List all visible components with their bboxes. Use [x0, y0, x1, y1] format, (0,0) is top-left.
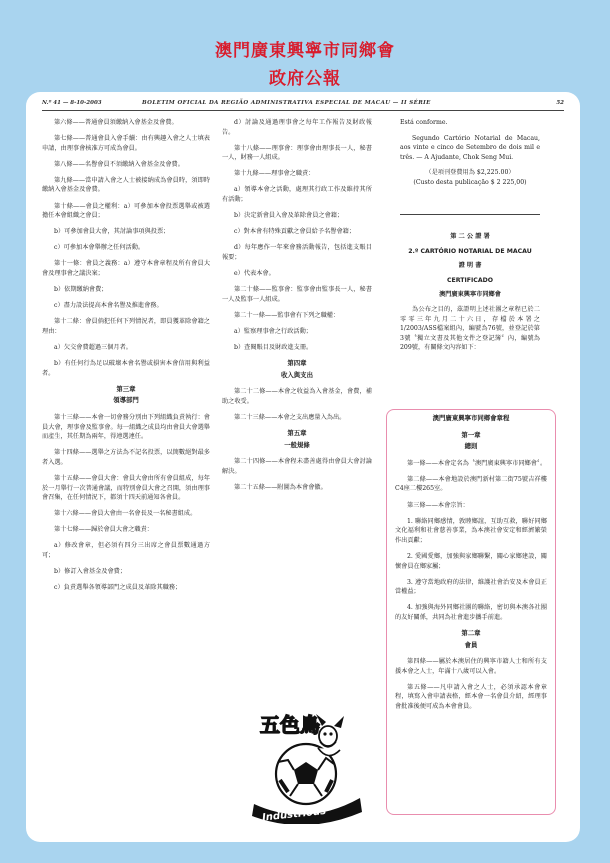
paragraph: b）依期繳納會費；: [54, 286, 108, 294]
paragraph: 第十二條：會員倘犯任何下列情況者，即員獲革除會籍之理由：: [42, 318, 210, 335]
paragraph: 4. 加強與海外同鄉社團的聯絡，密切與本澳各社團的友好關係，共同為社會進步攜手前進。: [395, 604, 547, 621]
certificate-pt: CERTIFICADO: [446, 276, 494, 284]
paragraph: 第十六條——會員大會由一名會長及一名秘書組成。: [54, 510, 197, 518]
office-pt: 2.º CARTÓRIO NOTARIAL DE MACAU: [408, 247, 532, 255]
certificate-cn: 證 明 書: [458, 262, 482, 270]
paragraph: 第二十五條——附圖為本會會徽。: [234, 483, 327, 491]
conformity-note: [400, 118, 540, 188]
section-heading: 一般規條: [284, 440, 310, 449]
paragraph: 第十條——會員之權利：a）可參加本會投票選舉或被選擔任本會組織之會員；: [42, 202, 210, 220]
section-heading: 第四章: [287, 359, 307, 368]
publication-name: BOLETIM OFICIAL DA REGIÃO ADMINISTRATIVA ESPECIAL DE MACAU — II SÉRIE: [142, 100, 431, 106]
paragraph: 第二十條——監事會：監事會由監事長一人，秘書一人及監事一人組成。: [222, 286, 372, 303]
paragraph: c）盡力設法提高本會名譽及推進會務。: [54, 302, 163, 310]
paragraph: 第十五條——會員大會：會員大會由所有會員組成，每年於一月舉行一次普通會議，而特別會員大會之召開，須由理事會召集，在任何情況下，都須十四天前通知各會員。: [42, 474, 210, 502]
paragraph: a）領導本會之活動，處理其行政工作及維持其所有活動；: [222, 186, 372, 204]
paragraph: 2. 愛國愛鄉，加強與家鄉聯繫，關心家鄉建設，關懷會員在鄉家屬；: [395, 552, 547, 570]
paragraph: b）可參加會員大會，其討論事項與投票；: [54, 228, 170, 236]
paragraph: c）可參加本會舉辦之任何活動。: [54, 244, 145, 252]
paragraph: b）決定新會員入會及革除會員之會籍；: [234, 212, 344, 220]
section-heading: 第三章: [116, 384, 136, 393]
paragraph: 第二十三條——本會之支出應量入為出。: [234, 413, 346, 421]
paragraph: 第十九條——理事會之職責：: [234, 170, 315, 178]
paragraph: a）修改會章，但必須有四分三出席之會員票數通過方可；: [42, 542, 210, 559]
issue-number: N.º 41 — 8-10-2003: [42, 100, 102, 106]
paragraph: c）負責選舉各領導部門之成員及革除其職務；: [54, 584, 182, 592]
paragraph: b）查閱賬目及財政進支冊。: [234, 344, 313, 351]
paragraph: 第六條——普通會員須繳納入會基金及會費。: [54, 119, 178, 126]
paragraph: c）對本會有特殊貢獻之會員給予名譽會籍；: [234, 228, 356, 236]
paragraph: 第七條——普通會員入會手續：由有興趣入會之人士填表申請，由理事會核准方可成為會員。: [42, 135, 210, 152]
paragraph: 第十八條——理事會：理事會由理事長一人，秘書一人，財務一人組成。: [222, 144, 372, 162]
emblem-title: 五色鳥: [260, 713, 320, 737]
fee-pt: (Custo desta publicação $ 2 225,00): [413, 178, 527, 186]
section-heading: 第一章: [461, 430, 481, 439]
section-heading: 總則: [464, 442, 478, 451]
section-heading: 澳門廣東興寧市同鄉會章程: [432, 414, 510, 422]
paragraph: d）每年應作一年來會務活動報告，包括進支賬目報要；: [222, 244, 372, 261]
paragraph: 第十三條——本會一切會務分別由下列組織負責執行：會員大會，理事會及監事會。每一組織之成員均由會員大會選舉而產生，其任期為兩年，得連選連任。: [42, 413, 210, 441]
section-heading: 收入與支出: [281, 370, 313, 379]
page-header-subtitle: 政府公報: [269, 69, 341, 89]
certificate-section: [400, 232, 540, 359]
paragraph: b）修訂入會基金及會費；: [54, 568, 127, 576]
running-head: [42, 98, 564, 111]
paragraph: 1. 聯絡同鄉感情，敦睦鄉誼，互助互救，聯好同鄉文化福利和社會慈善事業，為本澳社會安定和經濟繁榮作出貢獻；: [395, 517, 547, 544]
paragraph: a）欠交會費超過三個月者。: [54, 344, 132, 351]
certificate-text: 為公布之目的，茲證明上述社團之章程已於二零零三年九月二十六日，存檔於本署之1/2003/ASS檔案組內，編號為76號，並登記於第3號〝獨立文書及其他文件之登記簿〞內，編號為209號，有關條文內容如下：: [400, 305, 540, 352]
paragraph: 第二十一條——監事會有下列之職權：: [234, 311, 340, 319]
paragraph: 3. 遵守當地政府的法律，維護社會治安及本會員正當權益；: [395, 578, 547, 596]
emblem-banner-text: Industrious: [261, 805, 327, 824]
notary-signature: Segundo Cartório Notarial de Macau, aos vinte e cinco de Setembro de dois mil e três. — A Ajudante, Chok Seng Mui.: [400, 134, 540, 161]
paragraph: 第二條——本會地設於澳門新村第二街75號吉祥樓C4座二樓265室。: [395, 475, 547, 493]
fee-cn: （是項刊登費用為 $2,225.00）: [425, 169, 515, 177]
section-heading: 第二章: [461, 629, 481, 637]
paragraph: 第八條——名譽會員不須繳納入會基金及會費。: [54, 160, 184, 168]
conform-text: Está conforme.: [400, 119, 448, 126]
paragraph: 第十一條：會員之義務：a）遵守本會章程及所有會員大會及理事會之議決案；: [42, 260, 210, 278]
paragraph: 第二十四條——本會程未盡善處得由會員大會討論解決。: [222, 458, 372, 475]
paragraph: d）討論及通過理事會之每年工作報告及財政報告。: [222, 119, 372, 136]
section-heading: 會員: [464, 640, 478, 649]
section-heading: 領導部門: [113, 396, 139, 405]
paragraph: 第三條——本會宗旨：: [407, 501, 469, 509]
text-column-1: [42, 118, 210, 599]
paragraph: 第十四條——選舉之方法為不記名投票，以簡數絕對最多者入選。: [42, 449, 210, 466]
association-name: 澳門廣東興寧市同鄉會: [439, 291, 501, 299]
paragraph: a）監察理事會之行政活動；: [234, 327, 312, 335]
paragraph: 第五條——凡申請入會之人士，必須承認本會章程，填寫入會申請表格，經本會一名會員介紹，經理事會批准後便可成為本會會員。: [395, 683, 547, 711]
association-statutes-box: [386, 409, 556, 815]
paragraph: 第十七條——歸於會員大會之職責：: [54, 526, 153, 534]
paragraph: b）有任何行為足以破壞本會名譽或損害本會信用與利益者。: [42, 360, 210, 377]
paragraph: 第一條——本會定名為〝澳門廣東興寧市同鄉會〞。: [407, 459, 547, 467]
paragraph: 第九條——當申請入會之人士被接納成為會員時，須即時繳納入會基金及會費。: [42, 176, 210, 194]
paragraph: 第二十二條——本會之收益為入會基金，會費，補助之收受。: [222, 388, 372, 405]
divider: [400, 214, 540, 215]
section-heading: 第五章: [287, 429, 307, 438]
text-column-2: [222, 118, 372, 499]
association-emblem: [248, 702, 366, 824]
paragraph: e）代表本會。: [234, 270, 275, 278]
page-number: 52: [556, 100, 564, 106]
page-header-title: 澳門廣東興寧市同鄉會: [215, 41, 395, 61]
paragraph: 第四條——屬於本澳居住的興寧市籍人士和所有支援本會之人士，年滿十八歲可以入會。: [395, 658, 547, 675]
office-cn: 第 二 公 證 署: [450, 233, 490, 240]
